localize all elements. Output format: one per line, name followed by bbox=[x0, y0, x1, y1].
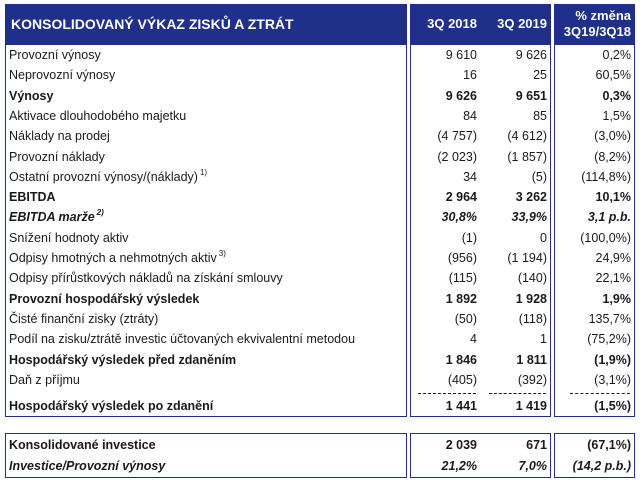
value-3q2019: (1 857) bbox=[507, 149, 547, 164]
value-change: (100,0%) bbox=[580, 230, 631, 245]
value-3q2019: (4 612) bbox=[507, 129, 547, 144]
row-label: Provozní výnosy bbox=[9, 48, 101, 62]
value-3q2019: 3 262 bbox=[515, 190, 547, 205]
value-3q2018: (2 023) bbox=[437, 149, 477, 164]
row-label: Odpisy přírůstkových nákladů na získání smlouvy bbox=[9, 271, 283, 286]
value-change: 0,3% bbox=[602, 88, 631, 103]
value-change: 0,2% bbox=[602, 48, 631, 62]
table-row bbox=[0, 350, 640, 370]
value-3q2018: 4 bbox=[470, 332, 477, 347]
value-change: 24,9% bbox=[595, 251, 631, 265]
value-change: 10,1% bbox=[595, 190, 631, 205]
value-3q2018: (4 757) bbox=[437, 129, 477, 144]
value-3q2018: (1) bbox=[461, 230, 477, 245]
row-label: Náklady na prodej bbox=[9, 129, 110, 144]
value-3q2019: (5) bbox=[531, 169, 547, 184]
row-label: Provozní náklady bbox=[9, 149, 105, 164]
value-change: (114,8%) bbox=[581, 169, 631, 184]
table-row bbox=[0, 268, 640, 288]
value-change: 135,7% bbox=[588, 311, 631, 326]
row-label: Výnosy bbox=[9, 88, 54, 103]
column-header-change-line2: 3Q19/3Q18 bbox=[563, 24, 631, 39]
value-3q2019: 671 bbox=[526, 438, 547, 452]
table-row bbox=[0, 65, 640, 85]
table-title: KONSOLIDOVANÝ VÝKAZ ZISKŮ A ZTRÁT bbox=[5, 4, 407, 44]
value-change: 1,9% bbox=[602, 291, 631, 306]
row-label: Neprovozní výnosy bbox=[9, 68, 116, 83]
value-3q2019: 33,9% bbox=[511, 210, 547, 225]
dashed-separator bbox=[570, 393, 630, 394]
table-row bbox=[0, 309, 640, 329]
value-3q2018: 1 846 bbox=[445, 352, 477, 367]
footnote-marker: 2) bbox=[96, 208, 104, 218]
value-3q2018: 1 441 bbox=[445, 399, 477, 413]
table-row bbox=[0, 167, 640, 187]
value-3q2018: 2 964 bbox=[445, 190, 477, 205]
value-change: (8,2%) bbox=[594, 149, 631, 164]
value-3q2018: 34 bbox=[463, 169, 477, 184]
value-3q2018: 21,2% bbox=[441, 459, 477, 473]
row-label: Aktivace dlouhodobého majetku bbox=[9, 108, 187, 123]
row-label: Hospodářský výsledek před zdaněním bbox=[9, 352, 237, 367]
value-3q2019: (118) bbox=[518, 311, 547, 326]
column-header-3q2018: 3Q 2018 bbox=[410, 4, 481, 44]
table-row bbox=[0, 147, 640, 167]
value-3q2018: 2 039 bbox=[445, 438, 477, 452]
value-3q2018: 16 bbox=[463, 68, 477, 83]
dashed-separator bbox=[418, 393, 476, 394]
table-row bbox=[0, 248, 640, 268]
row-label bbox=[9, 248, 226, 268]
value-3q2018: (50) bbox=[454, 311, 477, 326]
value-change: (14,2 p.b.) bbox=[572, 459, 631, 473]
value-3q2019: 25 bbox=[533, 68, 547, 83]
footnote-marker: 1) bbox=[199, 167, 208, 177]
column-header-change-line1: % změna bbox=[575, 8, 631, 23]
value-3q2019: 85 bbox=[533, 108, 547, 123]
row-label: EBITDA bbox=[9, 190, 56, 205]
row-label: Čisté finanční zisky (ztráty) bbox=[9, 311, 159, 326]
value-3q2018: (405) bbox=[447, 372, 477, 387]
row-label: Daň z příjmu bbox=[9, 372, 80, 387]
value-3q2019: 1 bbox=[540, 332, 547, 347]
value-change: (3,0%) bbox=[594, 129, 631, 144]
row-label-text: EBITDA marže bbox=[9, 210, 95, 225]
value-3q2018: 84 bbox=[463, 108, 477, 123]
dashed-separator bbox=[489, 393, 546, 394]
row-label: Podíl na zisku/ztrátě investic účtovaných ekvivalentní metodou bbox=[9, 332, 356, 347]
value-3q2019: (140) bbox=[517, 271, 547, 286]
row-label-text: Ostatní provozní výnosy/(náklady) bbox=[9, 169, 198, 184]
column-header-change bbox=[554, 4, 635, 44]
table-row bbox=[0, 370, 640, 390]
value-3q2018: 30,8% bbox=[441, 210, 477, 225]
value-change: (1,9%) bbox=[594, 352, 631, 367]
row-label-text: Odpisy hmotných a nehmotných aktiv bbox=[9, 251, 217, 265]
value-3q2019: 7,0% bbox=[518, 459, 547, 473]
row-label: Provozní hospodářský výsledek bbox=[9, 291, 200, 306]
table-row bbox=[0, 329, 640, 349]
value-3q2019: 9 626 bbox=[515, 48, 547, 62]
row-label bbox=[9, 167, 207, 187]
value-3q2019: (392) bbox=[517, 372, 547, 387]
row-label: Investice/Provozní výnosy bbox=[9, 459, 166, 473]
value-3q2018: 9 626 bbox=[445, 88, 477, 103]
table-row bbox=[0, 45, 640, 65]
value-change: (67,1%) bbox=[587, 438, 631, 452]
table-row bbox=[0, 456, 640, 476]
value-change: 22,1% bbox=[595, 271, 631, 286]
value-change: 3,1 p.b. bbox=[587, 210, 631, 225]
value-3q2018: (115) bbox=[448, 271, 477, 286]
footnote-marker: 3) bbox=[218, 249, 226, 258]
table-row bbox=[0, 396, 640, 416]
row-label bbox=[9, 207, 104, 227]
value-3q2018: 9 610 bbox=[445, 48, 477, 62]
value-change: 60,5% bbox=[595, 68, 631, 83]
table-row bbox=[0, 289, 640, 309]
row-label: Konsolidované investice bbox=[9, 438, 156, 452]
value-3q2019: (1 194) bbox=[507, 251, 547, 265]
table-row bbox=[0, 187, 640, 207]
table-row bbox=[0, 228, 640, 248]
value-3q2019: 1 811 bbox=[516, 352, 547, 367]
table-row bbox=[0, 207, 640, 227]
value-3q2019: 0 bbox=[540, 230, 547, 245]
table-row bbox=[0, 106, 640, 126]
table-row bbox=[0, 435, 640, 455]
value-change: (1,5%) bbox=[594, 399, 631, 413]
table-row bbox=[0, 126, 640, 146]
value-3q2018: (956) bbox=[447, 251, 477, 265]
row-label: Hospodářský výsledek po zdanění bbox=[9, 399, 214, 413]
value-3q2019: 1 419 bbox=[515, 399, 547, 413]
value-3q2019: 1 928 bbox=[515, 291, 547, 306]
value-3q2018: 1 892 bbox=[445, 291, 477, 306]
value-3q2019: 9 651 bbox=[515, 88, 547, 103]
value-change: (3,1%) bbox=[594, 372, 631, 387]
column-header-3q2019: 3Q 2019 bbox=[481, 4, 551, 44]
table-row bbox=[0, 86, 640, 106]
value-change: 1,5% bbox=[602, 108, 631, 123]
row-label: Snížení hodnoty aktiv bbox=[9, 230, 129, 245]
value-change: (75,2%) bbox=[587, 332, 631, 347]
